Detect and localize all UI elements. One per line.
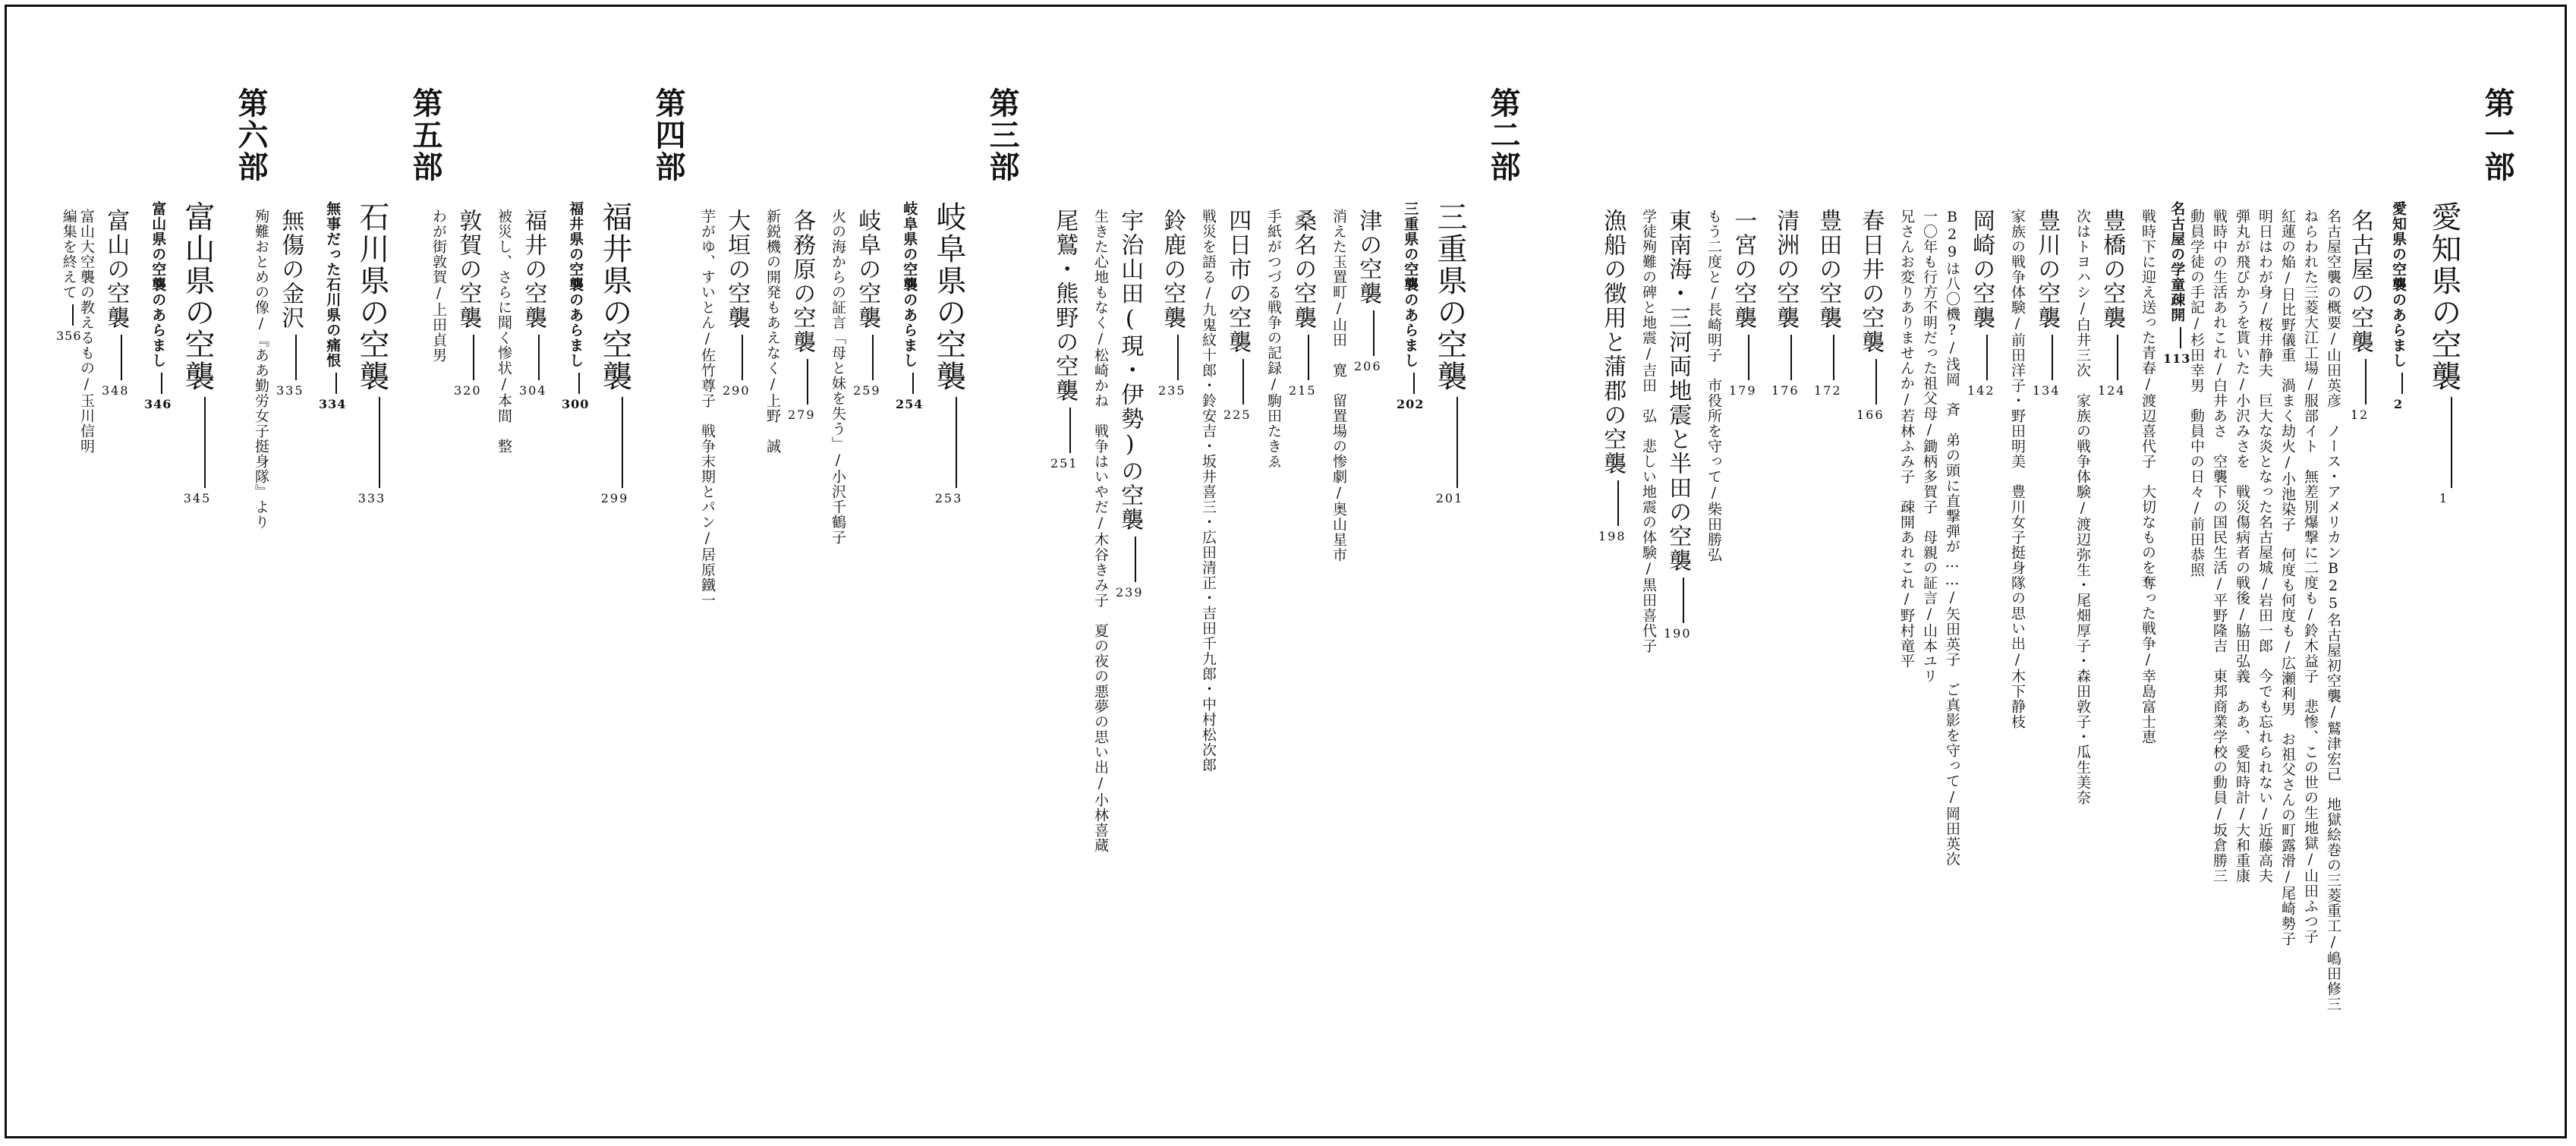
article-list-text: B29は八〇機?/浅岡 斉 弟の頭に直撃弾が……/矢田英子 ご真影を守って/岡田英次: [1944, 209, 1960, 867]
prefecture-title-text: 石川県の空襲: [354, 201, 389, 392]
page-number: 166: [1856, 408, 1885, 422]
section-entry-text: 岐阜県の空襲のあらまし: [901, 201, 918, 368]
page-number: 142: [1967, 383, 1995, 398]
leader-line: [807, 359, 808, 405]
chapter-entry-text: 敦賀の空襲: [455, 209, 482, 330]
chapter-entry-text: 岐阜の空襲: [854, 209, 881, 330]
article-list: [700, 209, 714, 608]
chapter-entry: [454, 209, 482, 397]
article-list-text: 芋がゆ、すいとん/佐竹尊子 戦争末期とパン/居原鐵一: [699, 209, 716, 608]
chapter-entry: [1814, 209, 1842, 397]
chapter-entry: [276, 209, 304, 397]
chapter-entry-text: 岡崎の空襲: [1968, 209, 1995, 330]
page-number: 124: [2098, 383, 2126, 398]
chapter-entry-text: 尾鷲・熊野の空襲: [1051, 209, 1079, 403]
chapter-entry: [1158, 209, 1186, 397]
page-number: 201: [1435, 491, 1464, 505]
leader-line: [956, 397, 957, 488]
chapter-entry-text: 春日井の空襲: [1857, 209, 1885, 354]
page-number: 335: [276, 383, 304, 398]
chapter-entry: [1223, 209, 1252, 421]
page-number: 345: [183, 491, 212, 505]
page-number: 348: [102, 383, 130, 398]
leader-line: [1790, 335, 1792, 380]
article-list-text: 一〇年も行方不明だった祖父母/鋤柄多賀子 母親の証言/山本ユリ: [1921, 209, 1938, 684]
page-number: 346: [144, 397, 172, 411]
page-number: 290: [723, 383, 751, 398]
leader-line: [742, 335, 743, 380]
section-entry-text: 三重県の空襲のあらまし: [1402, 201, 1419, 368]
article-list: [2326, 209, 2340, 1012]
chapter-entry: [1050, 209, 1079, 470]
leader-line: [1135, 537, 1136, 582]
page-number: 333: [357, 491, 386, 505]
chapter-entry-text: 名古屋の空襲: [2347, 209, 2373, 354]
section-entry-text: 福井県の空襲のあらまし: [567, 201, 584, 368]
article-list-text: 火の海からの証言「母と妹を失う」/小沢千鶴子: [830, 209, 846, 545]
leader-line: [121, 335, 122, 380]
section-entry: [1397, 201, 1424, 411]
leader-line: [335, 373, 337, 394]
chapter-entry: [723, 209, 751, 397]
chapter-entry: [1771, 209, 1800, 397]
chapter-entry-text: 富山の空襲: [102, 209, 130, 330]
page-number: 12: [2350, 408, 2370, 422]
prefecture-title-text: 富山県の空襲: [180, 201, 215, 392]
article-list: [830, 209, 845, 545]
chapter-entry-text: 漁船の徴用と蒲郡の空襲: [1599, 209, 1627, 476]
article-list-text: 次はトヨハシ/白井三次 家族の戦争体験/渡辺弥生・尾畑厚子・森田敦子・瓜生美奈: [2074, 209, 2091, 805]
prefecture-title: [182, 201, 213, 505]
leader-line: [2365, 359, 2367, 405]
page-number: 113: [2163, 351, 2191, 366]
chapter-entry-text: 無傷の金沢: [277, 209, 304, 330]
prefecture-title: [597, 201, 632, 505]
article-list: [2140, 209, 2155, 745]
leader-line: [1617, 480, 1619, 526]
chapter-entry: [519, 209, 547, 397]
article-list: [431, 209, 446, 363]
leader-line: [1242, 359, 1244, 405]
article-list: [1093, 209, 1107, 853]
chapter-entry-text: 桑名の空襲: [1290, 209, 1317, 330]
article-list: [1945, 209, 1959, 867]
chapter-entry: [1598, 209, 1627, 543]
article-list-text: 富山大空襲の教えるもの/玉川信明: [78, 209, 95, 454]
page-number: 259: [853, 383, 881, 398]
page-number: 320: [454, 383, 482, 398]
article-list: [1266, 209, 1280, 469]
part-title: 第五部: [408, 87, 443, 183]
chapter-entry-text: 豊田の空襲: [1815, 209, 1842, 330]
chapter-entry: [1664, 209, 1692, 640]
chapter-entry: [1116, 209, 1144, 599]
prefecture-title-text: 福井県の空襲: [597, 201, 632, 392]
article-list: [1331, 209, 1346, 562]
chapter-entry: [1289, 209, 1317, 397]
page-number: 334: [319, 397, 347, 411]
page-number: 172: [1814, 383, 1842, 398]
page-number: 190: [1664, 626, 1692, 641]
section-entry-text: 無事だった石川県の痛恨: [324, 201, 342, 368]
prefecture-title-text: 三重県の空襲: [1432, 201, 1467, 392]
article-list-text: 生きた心地もなく/松崎かね 戦争はいやだ/木谷きみ子 夏の夜の悪夢の思い出/小林喜蔵: [1092, 209, 1109, 853]
prefecture-title: [354, 201, 389, 505]
article-list: [2075, 209, 2089, 805]
article-list-text: 兄さんお変りありませんか/若林ふみ子 疎開あれこれ/野村竜平: [1898, 209, 1915, 669]
page-number: 206: [1354, 359, 1382, 373]
section-entry: [562, 201, 589, 411]
leader-line: [2401, 373, 2403, 394]
chapter-entry: [2348, 209, 2371, 421]
leader-line: [1308, 335, 1309, 380]
part-title: 第三部: [984, 87, 1020, 183]
section-entry: [2163, 201, 2190, 365]
leader-line: [161, 373, 162, 394]
leader-line: [1456, 397, 1458, 488]
leader-line: [379, 397, 380, 488]
section-entry-text: 富山県の空襲のあらまし: [150, 201, 167, 368]
leader-line: [473, 335, 474, 380]
article-list-text: もう二度と/長崎明子 市役所を守って/柴田勝弘: [1705, 209, 1722, 562]
chapter-entry: [2033, 209, 2061, 397]
article-list: [765, 209, 779, 454]
leader-line: [1413, 373, 1415, 394]
leader-line: [912, 373, 914, 394]
chapter-entry: [102, 209, 130, 397]
section-entry: [2391, 201, 2405, 411]
page-number: 179: [1729, 383, 1757, 398]
article-list-text: 戦時中の生活あれこれ/白井あさ 空襲下の国民生活/平野隆吉 東邦商業学校の動員/坂倉勝三: [2211, 209, 2228, 883]
article-list: [1641, 209, 1655, 653]
leader-line: [1177, 335, 1179, 380]
leader-line: [2180, 327, 2181, 348]
part-title: 第一部: [2480, 87, 2515, 183]
article-list-text: 家族の戦争体験/前田洋子・野田明美 豊川女子挺身隊の思い出/木下静枝: [2009, 209, 2026, 729]
prefecture-title-text: 愛知県の空襲: [2426, 201, 2461, 392]
leader-line: [1986, 335, 1988, 380]
leader-line: [538, 335, 540, 380]
article-list: [1922, 209, 1936, 684]
article-list: [2010, 209, 2024, 729]
page-number: 254: [896, 397, 924, 411]
page-number: 356: [56, 329, 82, 343]
article-list: [2189, 209, 2203, 578]
page-number: 134: [2033, 383, 2061, 398]
article-list: [496, 209, 511, 454]
article-list-text: 弾丸が飛びかうを貰いた/小沢みさを 戦災傷病者の戦後/脇田弘義 ああ、愛知時計/大和重康: [2234, 209, 2250, 883]
leader-line: [2451, 397, 2452, 488]
leader-line: [1833, 335, 1834, 380]
article-list-text: 戦時下に迎え送った青春/渡辺喜代子 大切なものを奪った戦争/幸島富士恵: [2140, 209, 2156, 745]
chapter-entry: [1856, 209, 1885, 421]
article-list-text: 動員学徒の手記/杉田幸男 動員中の日々/前田恭照: [2188, 209, 2205, 578]
page-number: 299: [600, 491, 629, 505]
article-list: [2234, 209, 2249, 883]
section-entry-text: 名古屋の学童疎開: [2168, 201, 2186, 323]
section-entry-text: 愛知県の空襲のあらまし: [2390, 201, 2407, 368]
chapter-entry-text: 福井の空襲: [520, 209, 547, 330]
page-number: 2: [2393, 397, 2404, 411]
leader-line: [1069, 408, 1071, 453]
article-list: [2257, 209, 2272, 883]
page-number: 198: [1598, 529, 1627, 543]
article-list: [1899, 209, 1913, 669]
section-entry: [144, 201, 172, 411]
page-number: 300: [562, 397, 590, 411]
article-list: [2212, 209, 2226, 883]
prefecture-title: [1434, 201, 1465, 505]
page-number: 279: [788, 408, 816, 422]
article-list: [56, 209, 82, 342]
leader-line: [1373, 310, 1375, 356]
section-entry: [319, 201, 346, 411]
leader-line: [578, 373, 580, 394]
article-list-text: ねらわれた三菱大江工場/服部イト 無差別爆撃に二度も/鈴木益子 悲惨、この世の生地獄/山田ふつ子: [2302, 209, 2319, 944]
chapter-entry: [1729, 209, 1757, 397]
leader-line: [872, 335, 874, 380]
page-number: 215: [1289, 383, 1317, 398]
article-list: [254, 209, 268, 530]
chapter-entry-text: 東南海・三河両地震と半田の空襲: [1664, 209, 1692, 573]
prefecture-title: [931, 201, 966, 505]
chapter-entry-text: 清洲の空襲: [1772, 209, 1800, 330]
leader-line: [72, 304, 74, 326]
article-list-text: 被災し、さらに聞く惨状/本間 整: [496, 209, 512, 454]
article-list-text: 消えた玉置町/山田 寛 留置場の惨劇/奥山星市: [1331, 209, 1347, 562]
page-number: 304: [519, 383, 547, 398]
page-number: 253: [934, 491, 963, 505]
leader-line: [1875, 359, 1877, 405]
chapter-entry-text: 四日市の空襲: [1224, 209, 1252, 354]
article-list-text: 学徒殉難の碑と地震/吉田 弘 悲しい地震の体験/黒田喜代子: [1640, 209, 1657, 653]
page-number: 251: [1050, 456, 1079, 471]
article-list: [2303, 209, 2317, 944]
chapter-entry: [1354, 209, 1382, 373]
prefecture-title-text: 岐阜県の空襲: [931, 201, 966, 392]
leader-line: [1748, 335, 1749, 380]
chapter-entry-text: 一宮の空襲: [1730, 209, 1757, 330]
page-number: 202: [1397, 397, 1425, 411]
page-number: 225: [1223, 408, 1252, 422]
chapter-entry-text: 豊橋の空襲: [2099, 209, 2126, 330]
chapter-entry-text: 大垣の空襲: [723, 209, 751, 330]
leader-line: [2117, 335, 2118, 380]
leader-line: [1683, 578, 1684, 623]
prefecture-title: [2426, 201, 2461, 505]
chapter-entry: [853, 209, 881, 397]
article-list: [2280, 209, 2294, 946]
chapter-entry-text: 津の空襲: [1355, 209, 1382, 306]
article-list-text: 新鋭機の開発もあえなく/上野 誠: [764, 209, 781, 454]
leader-line: [2052, 335, 2053, 380]
article-list: [1706, 209, 1721, 562]
chapter-entry-text: 各務原の空襲: [789, 209, 816, 354]
article-list: [1201, 209, 1215, 773]
leader-line: [295, 335, 297, 380]
article-list-text: わが街敦賀/上田貞男: [430, 209, 447, 363]
page-number: 1: [2439, 491, 2449, 505]
article-list-text: 戦災を語る/九鬼紋十郎・鈴安吉・坂井喜三・広田清正・吉田千九郎・中村松次郎: [1200, 209, 1217, 773]
chapter-entry: [2098, 209, 2126, 397]
chapter-entry-text: 宇治山田(現・伊勢)の空襲: [1116, 209, 1144, 532]
leader-line: [622, 397, 623, 488]
article-list-text: 明日はわが身/桜井静夫 巨大な炎となった名古屋城/岩田一郎 今でも忘れられない/近藤高夫: [2256, 209, 2273, 883]
part-title: 第二部: [1485, 87, 1521, 183]
section-entry: [896, 201, 923, 411]
chapter-entry-text: 鈴鹿の空襲: [1159, 209, 1186, 330]
article-list-text: 殉難おとめの像/『ああ勤労女子挺身隊』より: [253, 209, 269, 530]
part-title: 第四部: [650, 87, 686, 183]
article-list-text: 手紙がつづる戦争の記録/駒田たきゑ: [1265, 209, 1282, 469]
article-list-text: 紅蓮の焔/日比野儀重 渦まく劫火/小池染子 何度も何度も/広瀬利男 お祖父さんの町露滑/尾崎勢子: [2279, 209, 2296, 946]
chapter-entry: [788, 209, 816, 421]
page-number: 239: [1116, 585, 1144, 600]
part-title: 第六部: [233, 87, 269, 183]
chapter-entry-text: 豊川の空襲: [2033, 209, 2061, 330]
article-list-text: 編集を終えて: [60, 209, 77, 300]
page-number: 235: [1158, 383, 1186, 398]
leader-line: [204, 397, 206, 488]
page-number: 176: [1771, 383, 1800, 398]
chapter-entry: [1967, 209, 1995, 397]
article-list-text: 名古屋空襲の概要/山田英彦 ノース・アメリカンB25名古屋初空襲/鷲津宏己 地獄絵巻の三菱重工/嶋田修三: [2325, 209, 2341, 1012]
